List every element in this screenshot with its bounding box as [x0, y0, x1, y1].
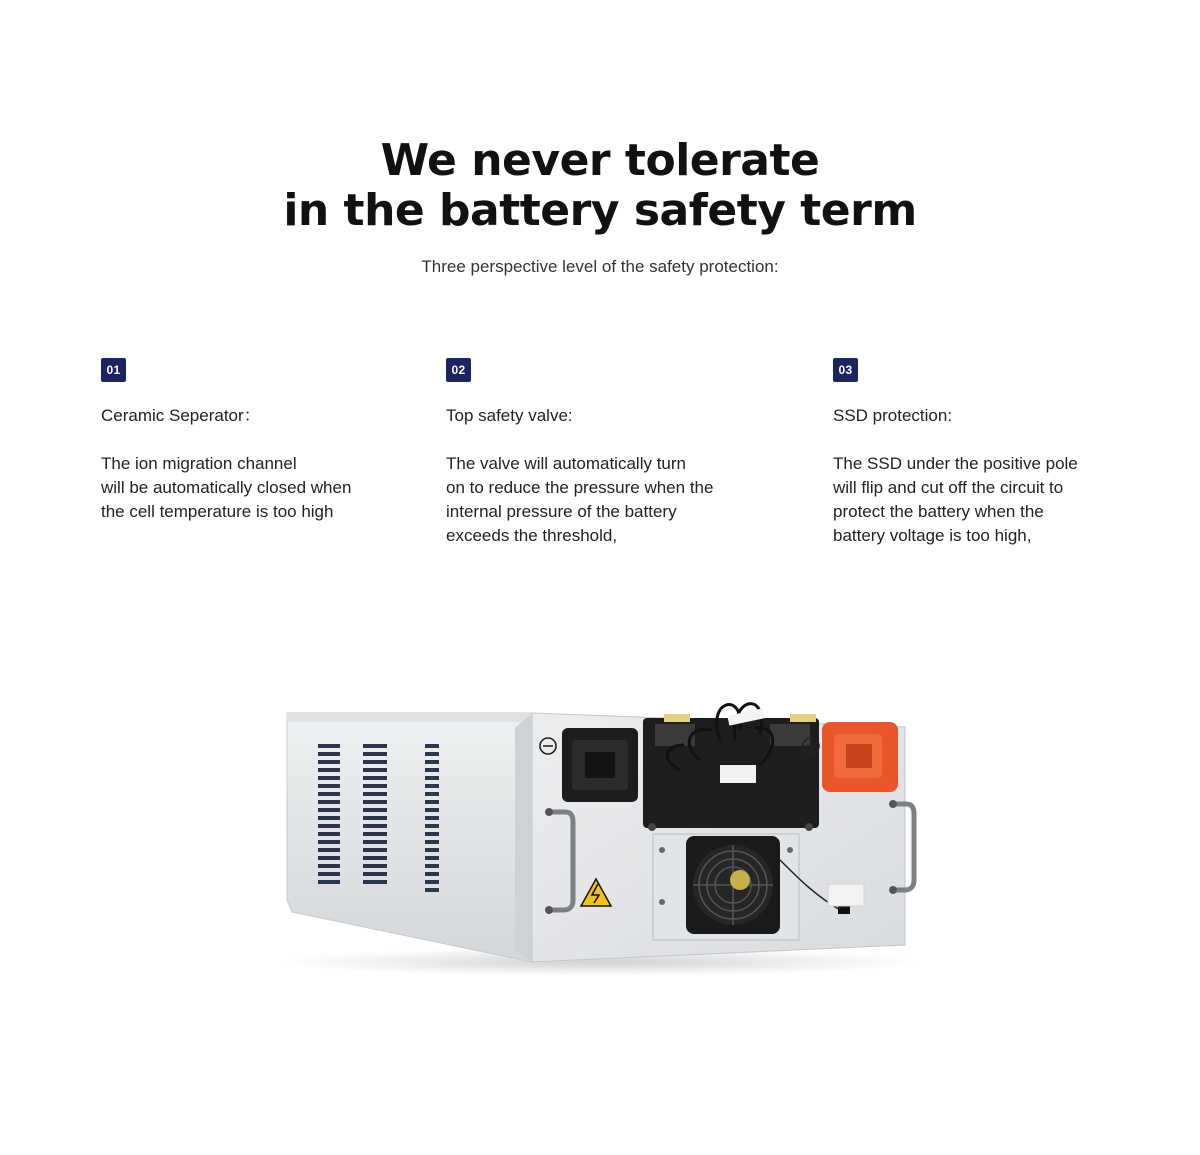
feature-description: The valve will automatically turn on to reduce the pressure when the internal pressure of the battery exceeds the threshold,: [446, 454, 714, 545]
page-title: [0, 136, 1200, 236]
feature-top-safety-valve: [446, 358, 766, 548]
bms-control-box: [643, 714, 819, 828]
feature-ssd-protection: [833, 358, 1153, 548]
feature-number-badge: 01: [101, 358, 126, 382]
feature-number-badge: 03: [833, 358, 858, 382]
title-line-1: We never tolerate: [380, 135, 820, 186]
feature-number-badge: 02: [446, 358, 471, 382]
cooling-fan-icon: [686, 836, 780, 934]
feature-description: The ion migration channel will be automatically closed when the cell temperature is too high: [101, 454, 352, 521]
page-subtitle: Three perspective level of the safety protection:: [421, 257, 779, 276]
feature-title: Top safety valve:: [446, 406, 573, 425]
feature-title: Ceramic Seperator：: [101, 406, 261, 425]
feature-title: SSD protection:: [833, 406, 953, 425]
battery-module-image: [280, 680, 920, 980]
feature-ceramic-separator: [101, 358, 421, 524]
feature-description: The SSD under the positive pole will flip and cut off the circuit to protect the battery when the battery voltage is too high,: [833, 454, 1078, 545]
title-line-2: in the battery safety term: [283, 185, 917, 236]
